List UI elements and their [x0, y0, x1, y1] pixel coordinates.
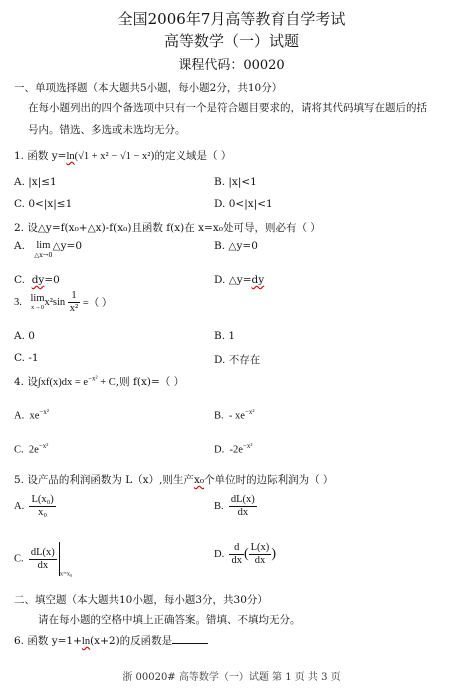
- q4-option-b: [214, 408, 254, 422]
- q3-den: x²: [69, 303, 79, 314]
- q5-c-fraction: [29, 547, 57, 572]
- q6-ln: ln: [81, 636, 91, 647]
- section1-heading: 一、单项选择题（本大题共5小题，每小题2分，共10分）: [14, 82, 283, 94]
- q3-stem: [14, 290, 112, 315]
- q2-a-limit: [34, 240, 52, 259]
- q2-a-lim-sub: △x→0: [34, 251, 53, 259]
- q5-option-b: [214, 494, 257, 519]
- q2-option-c: [14, 274, 60, 286]
- q5-b-num: dL(x): [230, 494, 255, 505]
- q5-stem-post: 个单位时的边际利润为（ ）: [204, 474, 334, 486]
- q2-c-dy: dy: [31, 274, 45, 286]
- q3-option-c: C. -1: [14, 352, 39, 364]
- exam-title: 全国2006年7月高等教育自学考试: [117, 10, 346, 28]
- q2-stem: 2. 设△y=f(x₀+△x)-f(x₀)且函数 f(x)在 x=x₀处可导，则必有（ ）: [14, 222, 321, 234]
- q5-b-fraction: [229, 494, 257, 519]
- section1-instruction-1: 在每小题列出的四个备选项中只有一个是符合题目要求的，请将其代码填写在题后的括: [28, 102, 427, 114]
- q2-option-a: [14, 240, 82, 259]
- q1-stem: [14, 148, 231, 163]
- q6-stem-post: (x+2)的反函数是: [90, 635, 173, 647]
- q6-stem-pre: 6. 函数 y=1+: [14, 635, 82, 647]
- q5-c-eval: x=x₀: [59, 570, 73, 578]
- q4-c-value: 2e: [28, 444, 39, 456]
- section2-instruction: 请在每小题的空格中填上正确答案。错填、不填均无分。: [38, 614, 301, 626]
- q5-b-label: B.: [214, 501, 224, 512]
- q4-d-label: D.: [214, 444, 225, 456]
- q4-integral: ∫xf(x)dx = e: [37, 377, 89, 388]
- q2-option-d: [214, 274, 264, 286]
- q5-d-den: dx: [231, 555, 242, 566]
- q5-option-c: [14, 542, 72, 577]
- q1-option-d: D. 0<|x|<1: [214, 198, 273, 210]
- q2-option-b: B. △y=0: [214, 240, 258, 252]
- q1-expr: (√1 + x² − √1 − x²: [74, 151, 151, 162]
- q2-a-lim: lim: [36, 240, 51, 251]
- q3-post: =（ ）: [80, 298, 113, 309]
- q3-lim: lim: [30, 293, 45, 304]
- q5-d-inner-num: L(x): [250, 542, 270, 553]
- q1-stem-pre: 1. 函数 y=: [14, 150, 67, 162]
- q4-option-c: [14, 442, 48, 456]
- q5-x0: x₀: [193, 474, 205, 486]
- q5-stem: [14, 472, 333, 487]
- q5-stem-pre: 5. 设产品的利润函数为 L（x）,则生产: [14, 474, 194, 486]
- q5-a-label: A.: [14, 501, 25, 512]
- q5-a-den: x₀: [38, 507, 48, 518]
- q4-a-value: xe: [29, 410, 40, 422]
- q1-stem-post: )的定义域是（ ）: [150, 150, 232, 162]
- q3-fraction: [68, 290, 80, 315]
- q5-a-num: L(x₀): [31, 494, 54, 505]
- q5-d-num: d: [229, 542, 244, 555]
- q4-d-exp: −x²: [242, 442, 253, 450]
- q1-option-c: C. 0<|x|≤1: [14, 198, 73, 210]
- q5-a-fraction: [29, 494, 55, 519]
- q3-option-d: D. 不存在: [214, 354, 261, 366]
- section1-instruction-2: 号内。错选、多选或未选均无分。: [28, 124, 186, 136]
- q1-ln: ln: [66, 151, 75, 162]
- q5-d-inner-den: dx: [254, 555, 266, 566]
- q5-d-paren-open: (: [243, 546, 249, 562]
- q4-b-value: - xe: [228, 410, 245, 422]
- q2-a-rest: △y=0: [52, 240, 83, 252]
- q2-c-label: C.: [14, 274, 25, 286]
- q1-option-b: B. |x|<1: [214, 176, 257, 188]
- q5-d-label: D.: [214, 549, 225, 560]
- q4-stem-post: ,则 f(x)=（ ）: [115, 376, 185, 388]
- page-footer: 浙 00020# 高等数学（一）试题 第 1 页 共 3 页: [122, 672, 341, 683]
- q4-d-value: -2e: [229, 444, 243, 456]
- q1-option-a: A. |x|≤1: [14, 176, 57, 188]
- q3-label: 3.: [14, 297, 22, 308]
- q3-limit: [31, 293, 45, 312]
- section2-heading: 二、填空题（本大题共10小题，每小题3分，共30分）: [14, 594, 268, 606]
- q5-c-label: C.: [14, 553, 24, 565]
- q4-stem-pre: 4. 设: [14, 376, 38, 388]
- q3-lim-sub: x→0: [31, 304, 44, 311]
- q3-body: x²sin: [44, 297, 66, 308]
- q4-b-exp: −x²: [244, 408, 255, 416]
- q2-d-label: D. △y=: [214, 274, 252, 286]
- q4-a-exp: −x²: [39, 408, 49, 416]
- q4-option-a: [14, 408, 49, 422]
- q5-d-inner-fraction: [249, 542, 272, 567]
- q5-c-den: dx: [37, 559, 49, 571]
- exam-subject: 高等数学（一）试题: [163, 32, 299, 50]
- course-code: 课程代码：00020: [178, 58, 285, 73]
- q5-d-outer-fraction: [229, 542, 244, 567]
- q3-option-b: B. 1: [214, 330, 236, 342]
- q6-answer-blank[interactable]: [172, 633, 208, 644]
- q4-stem: [14, 374, 184, 389]
- q4-c-exp: −x²: [38, 442, 49, 450]
- q4-b-label: B.: [214, 410, 224, 422]
- q4-exp: −x²: [88, 374, 98, 383]
- q2-a-label: A.: [14, 240, 25, 252]
- q4-option-d: [214, 442, 252, 456]
- q5-c-num: dL(x): [30, 546, 55, 558]
- q2-c-rest: =0: [44, 274, 60, 286]
- q5-b-den: dx: [237, 507, 249, 518]
- q4-a-label: A.: [14, 410, 25, 422]
- q5-option-d: [214, 542, 276, 567]
- q6-stem: [14, 633, 208, 648]
- q5-option-a: [14, 494, 56, 519]
- q3-num: 1: [68, 290, 80, 303]
- q4-stem-mid: + C: [97, 377, 116, 388]
- q5-d-paren-close: ): [271, 546, 276, 562]
- q3-option-a: A. 0: [14, 330, 35, 342]
- q4-c-label: C.: [14, 444, 24, 456]
- q2-d-dy: dy: [251, 274, 265, 286]
